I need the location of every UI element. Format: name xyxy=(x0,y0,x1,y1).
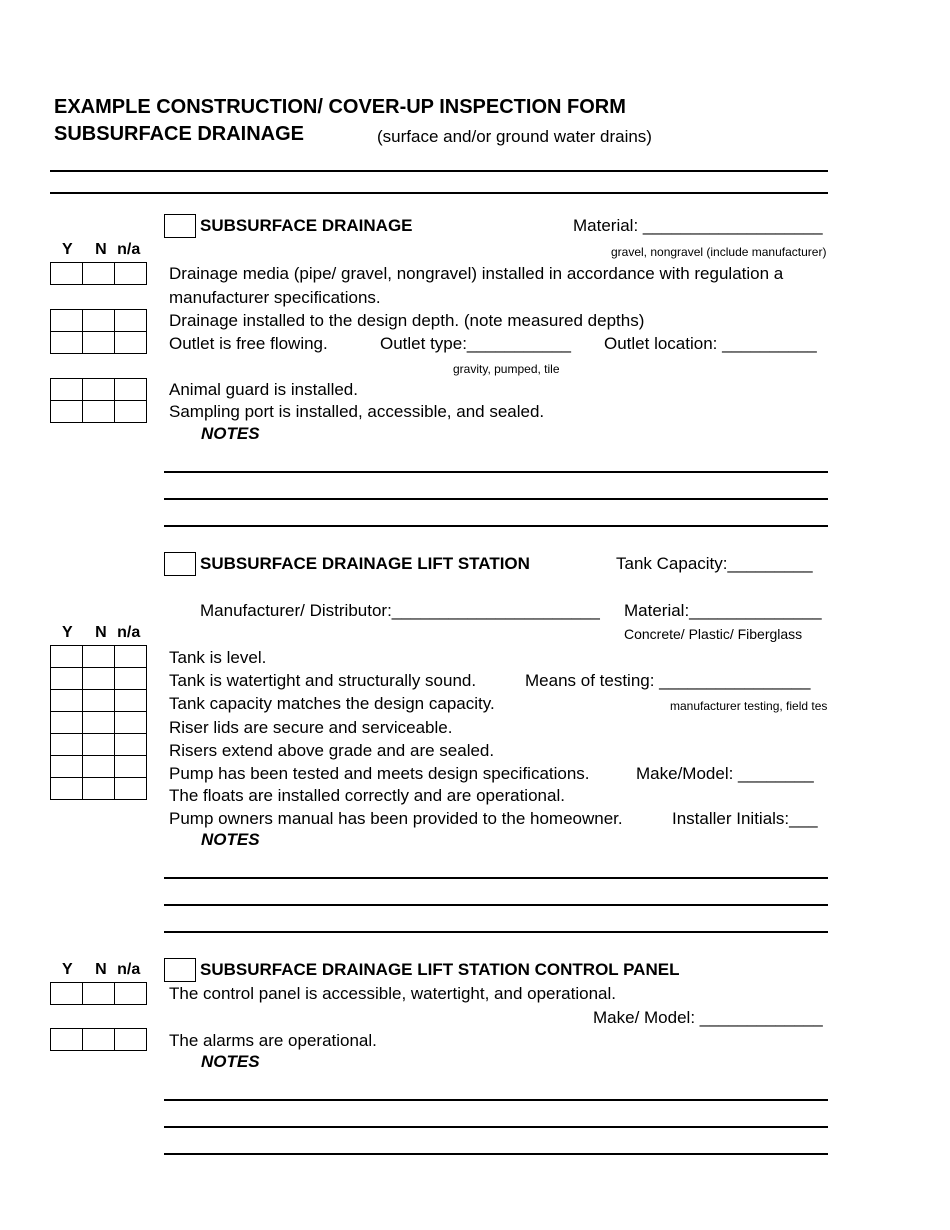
section3-checkgrid-1[interactable] xyxy=(50,982,147,1005)
section2-tank-capacity-field[interactable]: Tank Capacity:_________ xyxy=(616,554,813,573)
check-n[interactable] xyxy=(83,712,115,734)
check-na[interactable] xyxy=(115,756,147,778)
section2-notes-line[interactable] xyxy=(164,877,828,879)
yn-na: n/a xyxy=(117,624,141,641)
check-y[interactable] xyxy=(51,310,83,332)
section1-material-field[interactable]: Material: ___________________ xyxy=(573,216,823,235)
check-na[interactable] xyxy=(115,310,147,332)
check-n[interactable] xyxy=(83,1029,115,1051)
section1-line1b: manufacturer specifications. xyxy=(169,288,381,307)
section3-yn-header xyxy=(62,961,140,979)
check-na[interactable] xyxy=(115,668,147,690)
section1-outlet-location-field[interactable]: Outlet location: __________ xyxy=(604,334,817,353)
header-rule-2 xyxy=(50,192,828,194)
check-na[interactable] xyxy=(115,263,147,285)
section2-make-model-field[interactable]: Make/Model: ________ xyxy=(636,764,814,783)
section2-yn-header xyxy=(62,624,140,642)
section2-material-field[interactable]: Material:______________ xyxy=(624,601,822,620)
section2-material-hint: Concrete/ Plastic/ Fiberglass xyxy=(624,626,803,642)
section1-notes-line[interactable] xyxy=(164,525,828,527)
section3-checkgrid-2[interactable] xyxy=(50,1028,147,1051)
form-subtitle-note: (surface and/or ground water drains) xyxy=(377,127,652,146)
check-na[interactable] xyxy=(115,332,147,354)
section3-line1: The control panel is accessible, watertight, and operational. xyxy=(169,984,616,1003)
check-na[interactable] xyxy=(115,983,147,1005)
check-y[interactable] xyxy=(51,379,83,401)
check-n[interactable] xyxy=(83,668,115,690)
check-n[interactable] xyxy=(83,983,115,1005)
section1-notes-label: NOTES xyxy=(201,424,260,443)
section3-title: SUBSURFACE DRAINAGE LIFT STATION CONTROL PANEL xyxy=(200,960,680,979)
yn-y: Y xyxy=(62,624,73,641)
section2-line4: Riser lids are secure and serviceable. xyxy=(169,718,453,737)
check-y[interactable] xyxy=(51,690,83,712)
check-y[interactable] xyxy=(51,778,83,800)
check-na[interactable] xyxy=(115,1029,147,1051)
section2-title: SUBSURFACE DRAINAGE LIFT STATION xyxy=(200,554,530,573)
header-rule-1 xyxy=(50,170,828,172)
section1-notes-line[interactable] xyxy=(164,471,828,473)
check-y[interactable] xyxy=(51,263,83,285)
section3-notes-line[interactable] xyxy=(164,1126,828,1128)
section1-line1a: Drainage media (pipe/ gravel, nongravel) installed in accordance with regulation a xyxy=(169,264,784,283)
section1-checkbox[interactable] xyxy=(164,214,196,238)
section2-checkbox[interactable] xyxy=(164,552,196,576)
section2-line7: The floats are installed correctly and are operational. xyxy=(169,786,565,805)
section2-line6: Pump has been tested and meets design specifications. xyxy=(169,764,590,783)
check-n[interactable] xyxy=(83,310,115,332)
section3-notes-line[interactable] xyxy=(164,1153,828,1155)
section2-testing-hint: manufacturer testing, field tes xyxy=(670,699,828,713)
section1-line2: Drainage installed to the design depth. (note measured depths) xyxy=(169,311,645,330)
check-na[interactable] xyxy=(115,778,147,800)
section1-checkgrid-3[interactable] xyxy=(50,378,147,423)
check-n[interactable] xyxy=(83,379,115,401)
form-subtitle: SUBSURFACE DRAINAGE xyxy=(54,123,305,145)
check-n[interactable] xyxy=(83,263,115,285)
check-na[interactable] xyxy=(115,690,147,712)
section3-make-model-field[interactable]: Make/ Model: _____________ xyxy=(593,1008,823,1027)
section2-means-testing-field[interactable]: Means of testing: ________________ xyxy=(525,671,811,690)
check-n[interactable] xyxy=(83,646,115,668)
section1-checkgrid-2[interactable] xyxy=(50,309,147,354)
section2-manufacturer-field[interactable]: Manufacturer/ Distributor:______________________ xyxy=(200,601,600,620)
section2-installer-initials-field[interactable]: Installer Initials:___ xyxy=(672,809,818,828)
check-y[interactable] xyxy=(51,712,83,734)
section2-line5: Risers extend above grade and are sealed. xyxy=(169,741,495,760)
check-y[interactable] xyxy=(51,756,83,778)
check-n[interactable] xyxy=(83,401,115,423)
section2-checkgrid[interactable] xyxy=(50,645,147,800)
section3-checkbox[interactable] xyxy=(164,958,196,982)
yn-y: Y xyxy=(62,241,73,258)
check-n[interactable] xyxy=(83,778,115,800)
section2-line8: Pump owners manual has been provided to the homeowner. xyxy=(169,809,623,828)
section3-notes-line[interactable] xyxy=(164,1099,828,1101)
section2-line2: Tank is watertight and structurally sound. xyxy=(169,671,477,690)
check-y[interactable] xyxy=(51,332,83,354)
yn-na: n/a xyxy=(117,961,141,978)
section2-notes-line[interactable] xyxy=(164,931,828,933)
section1-outlet-hint: gravity, pumped, tile xyxy=(453,362,560,376)
check-n[interactable] xyxy=(83,690,115,712)
section3-notes-label: NOTES xyxy=(201,1052,260,1071)
check-y[interactable] xyxy=(51,646,83,668)
check-na[interactable] xyxy=(115,734,147,756)
check-na[interactable] xyxy=(115,712,147,734)
check-n[interactable] xyxy=(83,734,115,756)
section1-outlet-type-field[interactable]: Outlet type:___________ xyxy=(380,334,571,353)
section2-line1: Tank is level. xyxy=(169,648,267,667)
form-title: EXAMPLE CONSTRUCTION/ COVER-UP INSPECTION FORM xyxy=(54,96,626,118)
section1-checkgrid-1[interactable] xyxy=(50,262,147,285)
check-na[interactable] xyxy=(115,401,147,423)
section2-line3: Tank capacity matches the design capacity. xyxy=(169,694,495,713)
section1-line5: Sampling port is installed, accessible, and sealed. xyxy=(169,402,545,421)
check-na[interactable] xyxy=(115,379,147,401)
section2-notes-label: NOTES xyxy=(201,830,260,849)
yn-na: n/a xyxy=(117,241,141,258)
check-y[interactable] xyxy=(51,401,83,423)
section1-title: SUBSURFACE DRAINAGE xyxy=(200,216,413,235)
yn-n: N xyxy=(95,241,107,258)
check-n[interactable] xyxy=(83,756,115,778)
section3-line2: The alarms are operational. xyxy=(169,1031,377,1050)
check-n[interactable] xyxy=(83,332,115,354)
yn-n: N xyxy=(95,961,107,978)
section1-line3: Outlet is free flowing. xyxy=(169,334,328,353)
check-y[interactable] xyxy=(51,983,83,1005)
check-na[interactable] xyxy=(115,646,147,668)
section1-yn-header xyxy=(62,241,140,259)
check-y[interactable] xyxy=(51,1029,83,1051)
section2-notes-line[interactable] xyxy=(164,904,828,906)
section1-line4: Animal guard is installed. xyxy=(169,380,358,399)
yn-n: N xyxy=(95,624,107,641)
yn-y: Y xyxy=(62,961,73,978)
check-y[interactable] xyxy=(51,668,83,690)
section1-material-hint: gravel, nongravel (include manufacturer) xyxy=(611,245,827,259)
section1-notes-line[interactable] xyxy=(164,498,828,500)
check-y[interactable] xyxy=(51,734,83,756)
